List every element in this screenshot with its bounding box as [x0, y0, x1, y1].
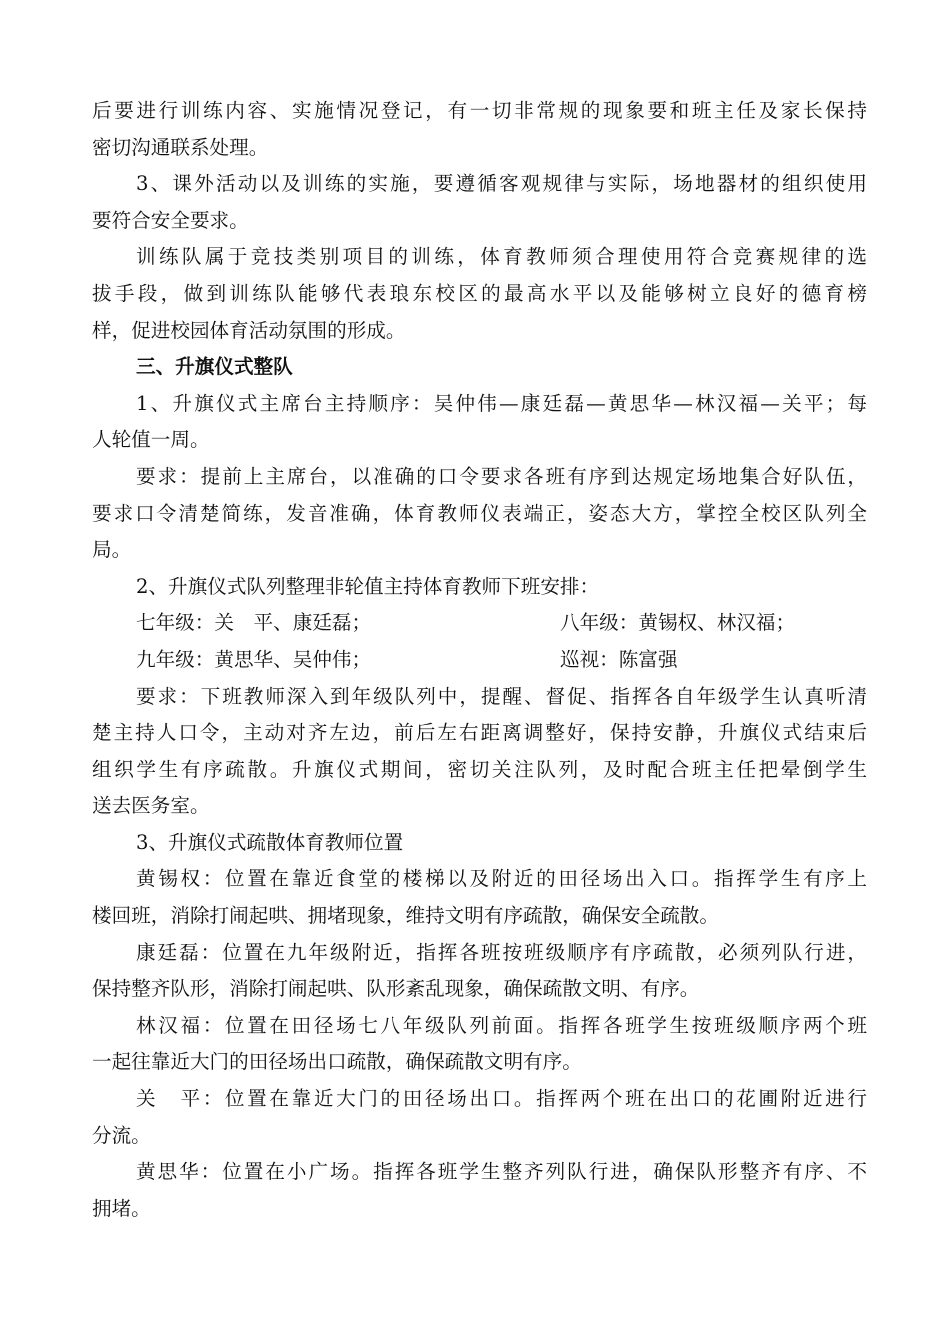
assignment-grade-8: 八年级：黄锡权、林汉福； [560, 611, 796, 635]
text-line: 林汉福：位置在田径场七八年级队列前面。指挥各班学生按班级顺序两个班 [136, 1013, 867, 1037]
text-line: 康廷磊：位置在九年级附近，指挥各班按班级顺序有序疏散，必须列队行进， [136, 940, 867, 964]
text-line: 训练队属于竞技类别项目的训练，体育教师须合理使用符合竞赛规律的选 [136, 245, 867, 269]
document-page [92, 93, 867, 1227]
text-line: 样，促进校园体育活动氛围的形成。 [92, 318, 406, 342]
section-heading: 三、升旗仪式整队 [136, 355, 293, 379]
text-line: 关 平：位置在靠近大门的田径场出口。指挥两个班在出口的花圃附近进行 [136, 1087, 867, 1111]
assignment-grade-7: 七年级：关 平、康廷磊； [136, 611, 372, 635]
text-line: 要求：提前上主席台，以准确的口令要求各班有序到达规定场地集合好队伍， [136, 464, 867, 488]
text-line: 黄锡权：位置在靠近食堂的楼梯以及附近的田径场出入口。指挥学生有序上 [136, 867, 867, 891]
text-line: 3、课外活动以及训练的实施，要遵循客观规律与实际，场地器材的组织使用 [136, 172, 867, 196]
text-line: 局。 [92, 538, 132, 562]
assignment-row [92, 605, 867, 642]
text-line: 拥堵。 [92, 1196, 151, 1220]
assignment-patrol: 巡视：陈富强 [560, 647, 678, 671]
text-line: 要求口令清楚简练，发音准确，体育教师仪表端正，姿态大方，掌控全校区队列全 [92, 501, 867, 525]
text-line: 一起往靠近大门的田径场出口疏散，确保疏散文明有序。 [92, 1050, 582, 1074]
text-line: 组织学生有序疏散。升旗仪式期间，密切关注队列，及时配合班主任把晕倒学生 [92, 757, 867, 781]
text-line: 1、升旗仪式主席台主持顺序：吴仲伟—康廷磊—黄思华—林汉福—关平；每 [136, 391, 867, 415]
text-line: 保持整齐队形，消除打闹起哄、队形紊乱现象，确保疏散文明、有序。 [92, 977, 700, 1001]
text-line: 密切沟通联系处理。 [92, 135, 269, 159]
text-line: 后要进行训练内容、实施情况登记，有一切非常规的现象要和班主任及家长保持 [92, 99, 867, 122]
assignment-row [92, 642, 867, 679]
text-line: 楼回班，消除打闹起哄、拥堵现象，维持文明有序疏散，确保安全疏散。 [92, 904, 719, 928]
text-line: 人轮值一周。 [92, 428, 210, 452]
text-line: 要符合安全要求。 [92, 208, 249, 232]
text-line: 拔手段，做到训练队能够代表琅东校区的最高水平以及能够树立良好的德育榜 [92, 281, 867, 305]
text-line: 要求：下班教师深入到年级队列中，提醒、督促、指挥各自年级学生认真听清 [136, 684, 867, 708]
text-line: 送去医务室。 [92, 794, 210, 818]
text-line: 分流。 [92, 1123, 151, 1147]
text-line: 2、升旗仪式队列整理非轮值主持体育教师下班安排： [136, 574, 600, 598]
text-line: 3、升旗仪式疏散体育教师位置 [136, 830, 404, 854]
text-line: 楚主持人口令，主动对齐左边，前后左右距离调整好，保持安静，升旗仪式结束后 [92, 721, 867, 745]
text-line: 黄思华：位置在小广场。指挥各班学生整齐列队行进，确保队形整齐有序、不 [136, 1160, 867, 1184]
assignment-grade-9: 九年级：黄思华、吴仲伟； [136, 647, 372, 671]
